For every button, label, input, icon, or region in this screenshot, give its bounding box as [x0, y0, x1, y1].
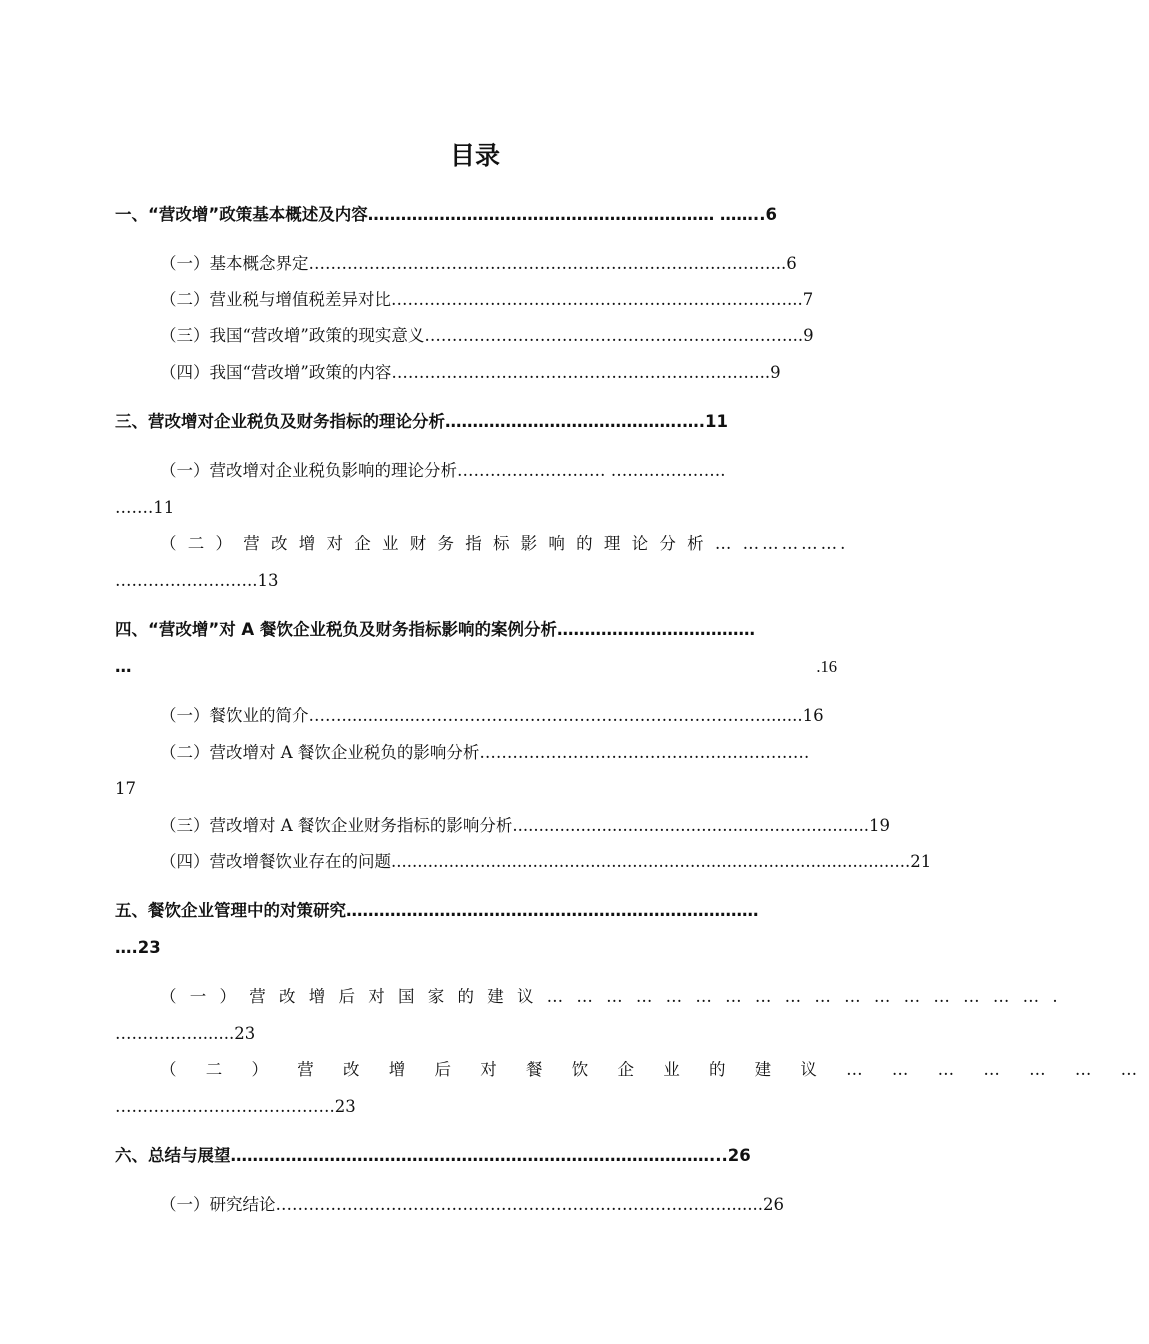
- toc-entry-5-2-cont: ………………………………….23: [115, 1097, 356, 1116]
- toc-leader: …: [115, 657, 132, 676]
- toc-entry-section-4-cont: [115, 654, 837, 680]
- toc-entry-section-3[interactable]: 三、营改增对企业税负及财务指标的理论分析…………………………………….….11: [115, 412, 728, 431]
- toc-entry-1-2[interactable]: （二）营业税与增值税差异对比………………………………………………………………...7: [160, 290, 814, 309]
- toc-entry-5-1-cont: …………….......23: [115, 1024, 256, 1043]
- toc-entry-4-4[interactable]: （四）营改增餐饮业存在的问题...................................................................................................21: [160, 852, 932, 871]
- toc-entry-section-5-cont: ….23: [115, 938, 161, 957]
- toc-entry-section-6[interactable]: 六、总结与展望……………………………………………………………………………...26: [115, 1146, 751, 1165]
- toc-entry-1-4[interactable]: （四）我国“营改增”政策的内容…………………………………………………………...9: [160, 363, 781, 382]
- toc-entry-3-1-cont: …….11: [115, 498, 175, 517]
- toc-entry-section-5[interactable]: 五、餐饮企业管理中的对策研究…………………………………………………………………: [115, 901, 759, 920]
- toc-entry-section-4[interactable]: 四、“营改增”对 A 餐饮企业税负及财务指标影响的案例分析………………………………: [115, 620, 755, 639]
- toc-entry-3-2-cont: ……………………..13: [115, 571, 279, 590]
- toc-entry-3-1[interactable]: （一）营改增对企业税负影响的理论分析……………………… ……..………….: [160, 461, 726, 480]
- toc-entry-1-3[interactable]: （三）我国“营改增”政策的现实意义…………………………………………………………...9: [160, 326, 814, 345]
- toc-entry-6-1[interactable]: （一）研究结论………………………………………………………………………........26: [160, 1195, 784, 1214]
- toc-entry-4-1[interactable]: （一）餐饮业的简介……...............……………….………………….…………………........16: [160, 706, 824, 725]
- toc-entry-section-1[interactable]: 一、“营改增”政策基本概述及内容……………………………………………………… ……..6: [115, 205, 777, 224]
- toc-entry-4-3[interactable]: （三）营改增对 A 餐饮企业财务指标的影响分析....................................................................19: [160, 816, 891, 835]
- toc-entry-5-1[interactable]: （ 一 ） 营 改 增 后 对 国 家 的 建 议 … … … … … … … … … … … … … … … … … .: [160, 987, 1062, 1006]
- toc-entry-1-1[interactable]: （一）基本概念界定…………………………………………………………………………...6: [160, 254, 797, 273]
- toc-title: 目录: [449, 141, 500, 170]
- toc-entry-3-2[interactable]: （ 二 ） 营 改 增 对 企 业 财 务 指 标 影 响 的 理 论 分 析 … …………….: [160, 534, 849, 553]
- toc-entry-4-2-cont: 17: [115, 779, 136, 798]
- toc-page-number: .16: [815, 654, 837, 680]
- toc-entry-4-2[interactable]: （二）营改增对 A 餐饮企业税负的影响分析……………………………………………………: [160, 743, 810, 762]
- toc-entry-5-2[interactable]: （ 二 ） 营 改 增 后 对 餐 饮 企 业 的 建 议 … … … … … … …: [160, 1060, 1149, 1079]
